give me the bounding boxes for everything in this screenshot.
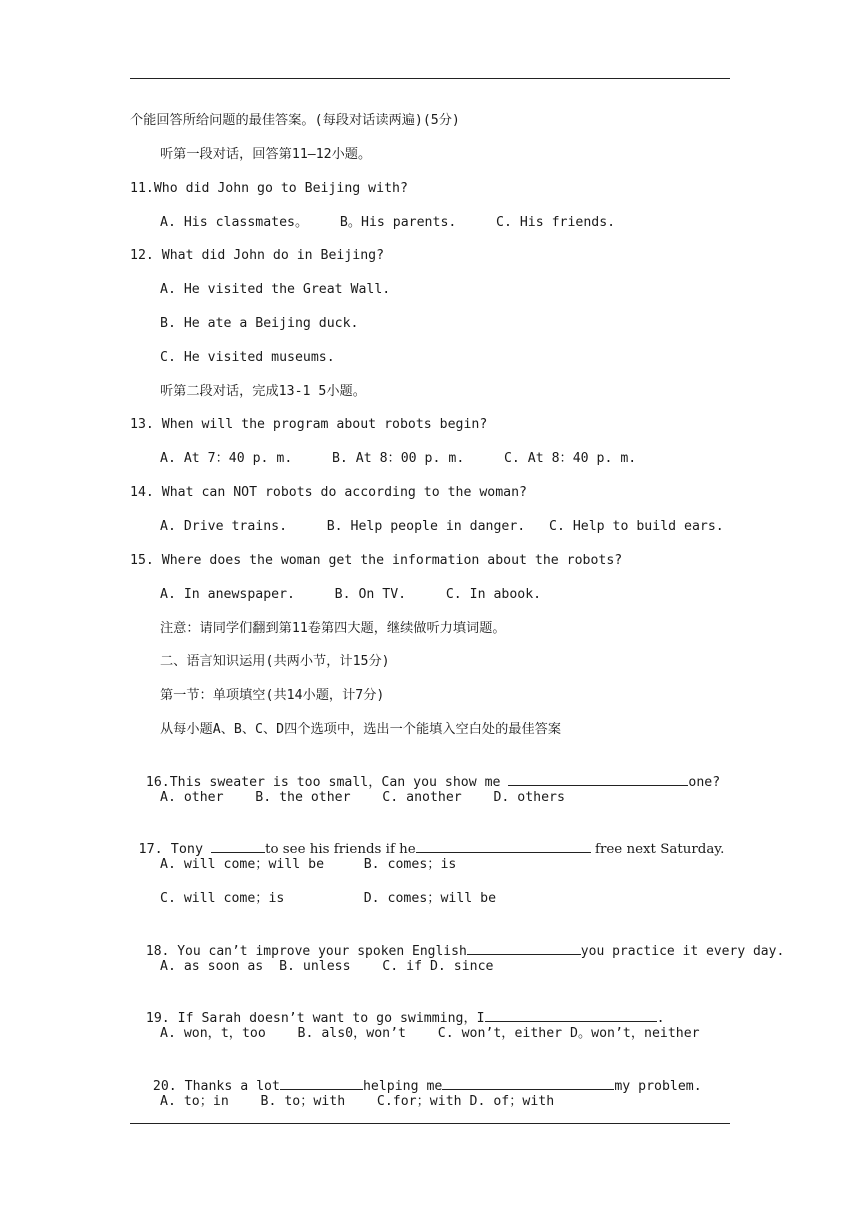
dialog1-heading: 听第一段对话，回答第11—12小题。 <box>160 147 372 162</box>
question-16 <box>130 755 720 792</box>
question-19 <box>130 991 665 1028</box>
question-18-options: A. as soon as B. unless C. if D. since <box>160 959 494 974</box>
question-15: 15. Where does the woman get the information about the robots? <box>130 553 623 568</box>
question-17-text-mid: to see his friends if he <box>265 842 416 857</box>
section-2-part-1-heading: 第一节：单项填空(共14小题，计7分) <box>160 688 385 703</box>
question-13-options: A. At 7：40 p. m. B. At 8：00 p. m. C. At 8：40 p. m. <box>160 451 637 466</box>
dialog2-heading: 听第二段对话，完成13-1 5小题。 <box>160 384 366 399</box>
question-15-options: A. In anewspaper. B. On TV. C. In abook. <box>160 587 542 602</box>
question-14: 14. What can NOT robots do according to the woman? <box>130 485 527 500</box>
question-20-text-end: my problem. <box>614 1079 702 1094</box>
answer-blank <box>485 1009 657 1022</box>
question-16-text-end: one? <box>688 775 721 790</box>
instruction-text: 从每小题A、B、C、D四个选项中，选出一个能填入空白处的最佳答案 <box>160 722 562 737</box>
answer-blank <box>467 942 581 955</box>
question-17-text: 17. Tony <box>138 842 212 857</box>
section-2-heading: 二、语言知识运用(共两小节，计15分) <box>160 654 390 669</box>
question-13: 13. When will the program about robots begin? <box>130 417 488 432</box>
question-12-option-a: A. He visited the Great Wall. <box>160 282 391 297</box>
question-12-option-b: B. He ate a Beijing duck. <box>160 316 359 331</box>
answer-blank <box>508 773 688 786</box>
question-20-text-mid: helping me <box>362 1079 443 1094</box>
question-14-options: A. Drive trains. B. Help people in danger. C. Help to build ears. <box>160 519 724 534</box>
question-17 <box>130 822 724 859</box>
question-19-options: A. won，t，too B. als0，won’t C. won’t，either D。won’t，neither <box>160 1026 700 1041</box>
question-12-option-c: C. He visited museums. <box>160 350 335 365</box>
question-11-options: A. His classmates。 B。His parents. C. His friends. <box>160 215 616 230</box>
question-12: 12. What did John do in Beijing? <box>130 248 385 263</box>
question-18-text: 18. You can’t improve your spoken English <box>145 944 467 959</box>
question-20-text: 20. Thanks a lot <box>152 1079 280 1094</box>
question-16-text: 16.This sweater is too small，Can you show me <box>145 775 509 790</box>
question-19-text: 19. If Sarah doesn’t want to go swimming，I <box>145 1011 485 1026</box>
question-17-options-ab: A. will come；will be B. comes；is <box>160 857 457 872</box>
bottom-rule <box>130 1123 730 1124</box>
answer-blank <box>280 1077 363 1090</box>
question-18-text-end: you practice it every day. <box>580 944 785 959</box>
question-16-options: A. other B. the other C. another D. others <box>160 790 565 805</box>
question-20-options: A. to；in B. to；with C.for；with D. of；with <box>160 1094 555 1109</box>
question-11: 11.Who did John go to Beijing with? <box>130 181 408 196</box>
question-17-text-end: free next Saturday. <box>590 842 725 857</box>
answer-blank <box>211 840 265 853</box>
intro-text: 个能回答所给问题的最佳答案。(每段对话读两遍)(5分) <box>130 113 460 128</box>
answer-blank <box>416 840 591 853</box>
question-18 <box>130 924 784 961</box>
question-19-text-end: . <box>656 1011 665 1026</box>
answer-blank <box>442 1077 614 1090</box>
question-17-options-cd: C. will come；is D. comes；will be <box>160 891 497 906</box>
question-20 <box>137 1059 702 1096</box>
top-rule <box>130 78 730 79</box>
note-text: 注意：请同学们翻到第11卷第四大题，继续做听力填词题。 <box>160 621 506 636</box>
